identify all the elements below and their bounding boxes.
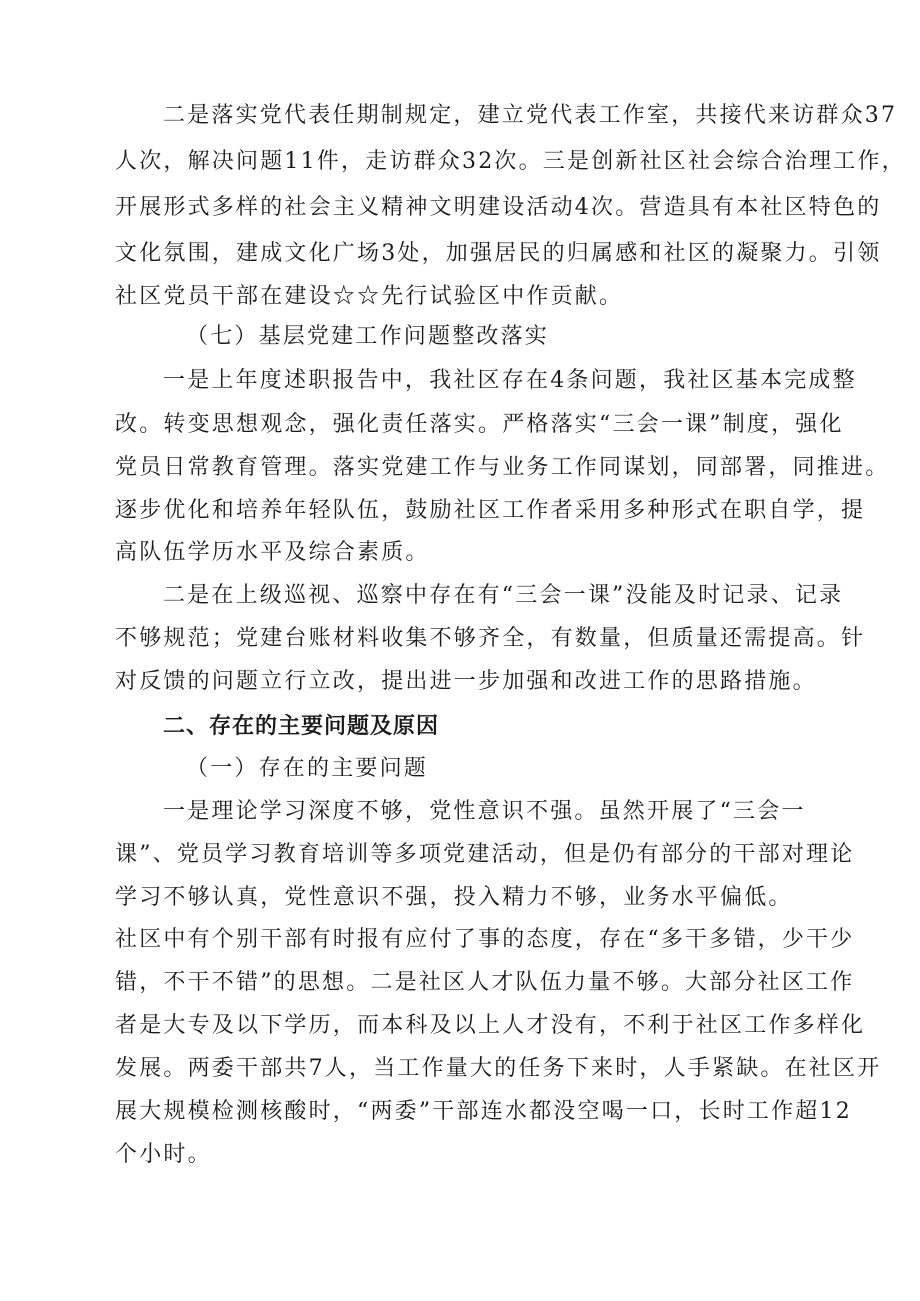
paragraph-line: 展大规模检测核酸时，“两委”干部连水都没空喝一口，长时工作超12 — [115, 1099, 852, 1124]
paragraph-line: 二是落实党代表任期制规定，建立党代表工作室，共接代来访群众37 — [163, 103, 898, 128]
paragraph-line: 二是在上级巡视、巡察中存在有“三会一课”没能及时记录、记录 — [163, 583, 844, 608]
paragraph-line: 党员日常教育管理。落实党建工作与业务工作同谋划，同部署，同推进。 — [115, 455, 890, 480]
paragraph-line: 错，不干不错”的思想。二是社区人才队伍力量不够。大部分社区工作 — [115, 970, 855, 995]
paragraph-line: 一是上年度述职报告中，我社区存在4条问题，我社区基本完成整 — [163, 368, 857, 393]
paragraph-line: 对反馈的问题立行立改，提出进一步加强和改进工作的思路措施。 — [115, 669, 817, 694]
paragraph-line: 不够规范；党建台账材料收集不够齐全，有数量，但质量还需提高。针 — [115, 626, 866, 651]
paragraph-line: 社区中有个别干部有时报有应付了事的态度，存在“多干多错，少干少 — [115, 927, 855, 952]
section-subheading: （一）存在的主要问题 — [186, 756, 429, 781]
paragraph-line: 社区党员干部在建设☆☆先行试验区中作贡献。 — [115, 284, 624, 309]
paragraph-line: 课”、党员学习教育培训等多项党建活动，但是仍有部分的干部对理论 — [115, 842, 855, 867]
paragraph-line: 开展形式多样的社会主义精神文明建设活动4次。营造具有本社区特色的 — [115, 195, 882, 220]
paragraph-line: 改。转变思想观念，强化责任落实。严格落实“三会一课”制度，强化 — [115, 412, 844, 437]
paragraph-line: 人次，解决问题11件，走访群众32次。三是创新社区社会综合治理工作， — [115, 149, 906, 174]
paragraph-line: 逐步优化和培养年轻队伍，鼓励社区工作者采用多种形式在职自学，提 — [115, 498, 866, 523]
paragraph-line: 文化氛围，建成文化广场3处，加强居民的归属感和社区的凝聚力。引领 — [115, 241, 882, 266]
paragraph-line: 者是大专及以下学历，而本科及以上人才没有，不利于社区工作多样化 — [115, 1013, 866, 1038]
section-subheading: （七）基层党建工作问题整改落实 — [186, 324, 550, 349]
section-heading: 二、存在的主要问题及原因 — [163, 714, 440, 739]
paragraph-line: 学习不够认真，党性意识不强，投入精力不够，业务水平偏低。 — [115, 885, 793, 910]
paragraph-line: 高队伍学历水平及综合素质。 — [115, 540, 430, 565]
paragraph-line: 发展。两委干部共7人，当工作量大的任务下来时，人手紧缺。在社区开 — [115, 1056, 882, 1081]
paragraph-line: 一是理论学习深度不够，党性意识不强。虽然开展了“三会一 — [163, 799, 806, 824]
paragraph-line: 个小时。 — [115, 1142, 212, 1167]
